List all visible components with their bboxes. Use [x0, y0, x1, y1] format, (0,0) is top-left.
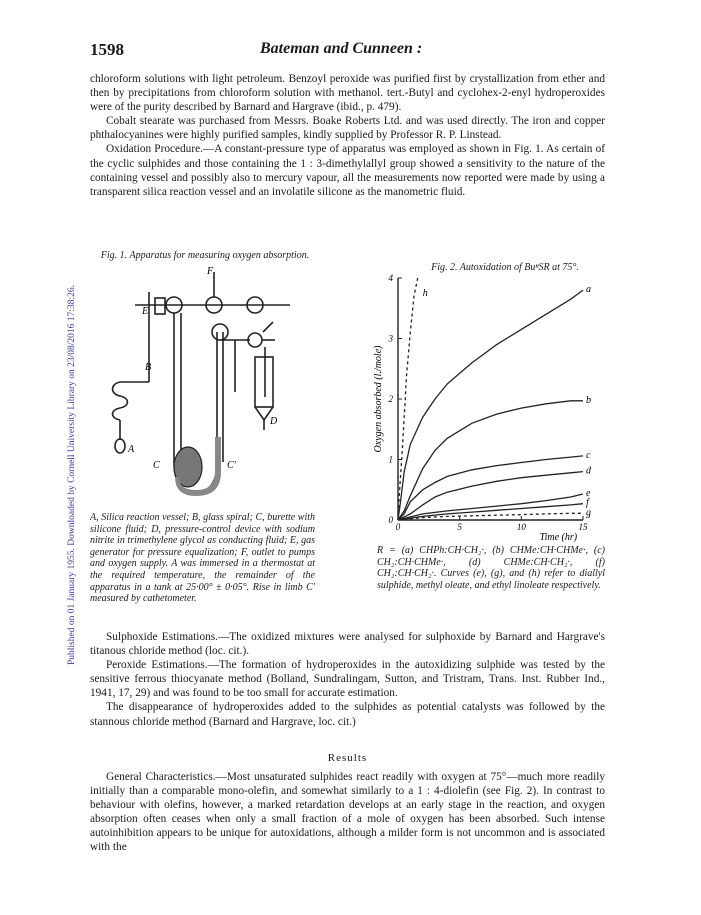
series-label-c: c [586, 449, 591, 461]
y-axis-label: Oxygen absorbed (l./mole) [373, 345, 384, 453]
download-notice: Published on 01 January 1955. Downloaded by Cornell University Library on 23/08/2016 17:38:26. [67, 285, 77, 665]
paragraph: General Characteristics.—Most unsaturated sulphides react readily with oxygen at 75°—much more readily initially than a comparable mono-olefin, and somewhat similarly to a 1 : 4-diolefin (see Fig. 2). In contrast to behaviour with olefins, however, a marked retardation develops at an early stage in the reaction, and oxygen absorption often ceases when only a small fraction of a mole of oxygen has been absorbed. Such intense autoinhibition appears to be unique for autoxidations, although a milder form is not uncommon and is associated with the [90, 771, 605, 854]
bottom-text [90, 630, 605, 729]
y-tick-label: 1 [388, 454, 393, 465]
x-tick-label: 10 [516, 522, 526, 532]
series-line-b [398, 401, 583, 520]
series-line-a [398, 290, 583, 520]
fig2-legend: R = (a) CHPh:CH·CH₂·, (b) CHMe:CH·CHMe·, (c) CH₂:CH·CHMe·, (d) CHMe:CH·CH₂·, (f) CH₂:CH·CH₂·. Curves (e), (g), and (h) refer to diallyl sulphide, methyl oleate, and ethyl linoleate respectively. [377, 545, 605, 591]
label-b: B [145, 362, 152, 373]
fig2-title: Fig. 2. Autoxidation of BuⁿSR at 75°. [431, 262, 579, 273]
fig2-chart [368, 270, 618, 542]
paragraph: chloroform solutions with light petroleum. Benzoyl peroxide was purified first by crystallization from ether and then by precipitations from chloroform solution with methanol. tert.-Butyl and cyclohex-2-enyl hydroperoxides were of the purity described by Barnard and Hargrave (ibid., p. 479). [90, 73, 605, 114]
label-e: E [142, 306, 149, 317]
paragraph: Sulphoxide Estimations.—The oxidized mixtures were analysed for sulphoxide by Barnard and Hargrave's titanous chloride method (loc. cit.). [90, 631, 605, 658]
fig1-title: Fig. 1. Apparatus for measuring oxygen absorption. [100, 250, 310, 261]
label-f: F [207, 266, 214, 277]
series-label-b: b [586, 394, 591, 406]
top-text [90, 72, 605, 199]
label-c-prime: C′ [227, 460, 236, 471]
label-c: C [153, 460, 160, 471]
y-tick-label: 2 [388, 394, 393, 404]
series-line-d [398, 472, 583, 520]
paragraph: The disappearance of hydroperoxides added to the sulphides as potential catalysts was followed by the stannous chloride method (Barnard and Hargrave, loc. cit.) [90, 701, 605, 728]
y-tick-label: 0 [388, 515, 393, 525]
fig1-caption: A, Silica reaction vessel; B, glass spiral; C, burette with silicone fluid; D, pressure-control device with sodium nitrite in trimethylene glycol as conducting fluid; E, gas generator for pressure equalization; F, outlet to pumps and oxygen supply. A was immersed in a thermostat at the required temperature, the remainder of the apparatus in a tank at 25·00° ± 0·05°. Rise in limb C′ measured by cathetometer. [90, 512, 315, 605]
y-tick-label: 4 [388, 273, 393, 283]
page-number: 1598 [90, 40, 124, 59]
series-label-d: d [586, 465, 591, 477]
series-label-g: g [586, 507, 591, 519]
x-tick-label: 15 [578, 522, 588, 532]
x-tick-label: 0 [395, 522, 401, 532]
series-label-e: e [586, 487, 591, 499]
label-a: A [128, 444, 135, 455]
series-label-a: a [586, 284, 591, 296]
series-label-h: h [422, 288, 428, 299]
x-tick-label: 5 [457, 522, 462, 532]
y-tick-label: 3 [388, 333, 393, 344]
fig1-apparatus-diagram [95, 262, 310, 510]
paragraph: Oxidation Procedure.—A constant-pressure type of apparatus was employed as shown in Fig. 1. As certain of the cyclic sulphides and those containing the 1 : 3-dimethylallyl group showed a sensitivity to the nature of the containing vessel and possibly also to mercury vapour, all the measurements now reported were made by using a transparent silica reaction vessel and an involatile silicone as the manometric fluid. [90, 143, 605, 198]
paragraph: Cobalt stearate was purchased from Messrs. Boake Roberts Ltd. and was used directly. The iron and copper phthalocyanines were highly purified samples, kindly supplied by Professor R. P. Linstead. [90, 115, 605, 142]
x-axis-label: Time (hr) [539, 532, 578, 542]
series-label-f: f [586, 497, 589, 509]
paragraph: Peroxide Estimations.—The formation of hydroperoxides in the autoxidizing sulphide was tested by the sensitive ferrous thiocyanate method (Bolland, Sundralingam, Sutton, and Tristram, Trans. Inst. Rubber Ind., 1941, 17, 29) and was found to be too small for accurate estimation. [90, 659, 605, 700]
label-d: D [270, 416, 278, 427]
results-text [90, 770, 605, 855]
results-heading: Results [327, 752, 368, 764]
running-title: Bateman and Cunneen : [260, 40, 423, 57]
